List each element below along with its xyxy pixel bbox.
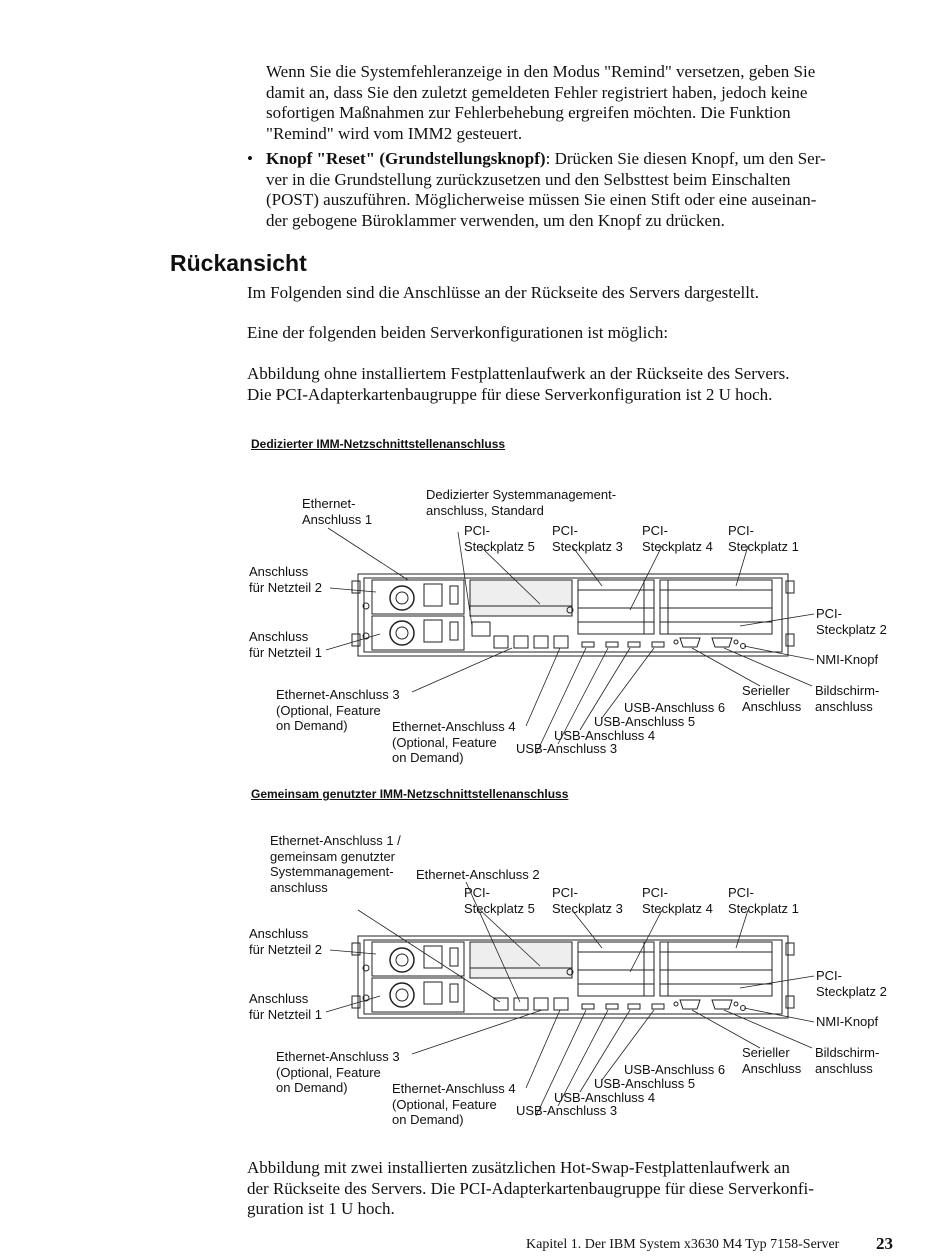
label-ethernet-3: Ethernet-Anschluss 3 (Optional, Feature on Demand) (276, 1049, 400, 1095)
text-line: Abbildung ohne installiertem Festplattenlaufwerk an der Rückseite des Servers. (247, 364, 790, 383)
chassis-outline (358, 574, 788, 656)
label-video-port: Bildschirm- anschluss (815, 683, 880, 714)
paragraph-4 (247, 1158, 814, 1220)
text-line: damit an, dass Sie den zuletzt gemeldeten Fehler registriert haben, jedoch keine (266, 82, 808, 102)
label-pci-slot-2: PCI- Steckplatz 2 (816, 968, 887, 999)
label-usb-6: USB-Anschluss 6 (624, 700, 726, 715)
text-line: Abbildung mit zwei installierten zusätzlichen Hot-Swap-Festplattenlaufwerk an (247, 1158, 790, 1177)
text-line: ver in die Grundstellung zurückzusetzen und den Selbsttest beim Einschalten (266, 169, 791, 189)
intro-paragraph (266, 62, 815, 144)
label-serial-port: Serieller Anschluss (742, 1045, 802, 1076)
label-usb-3: USB-Anschluss 3 (516, 741, 618, 756)
bullet-first-line-text: : Drücken Sie diesen Knopf, um den Ser- (545, 149, 826, 168)
label-ethernet-1: Ethernet- Anschluss 1 (302, 496, 373, 527)
pci-slot-5 (470, 942, 572, 978)
paragraph-1: Im Folgenden sind die Anschlüsse an der Rückseite des Servers dargestellt. (247, 283, 759, 302)
bullet-reset-button (266, 149, 826, 231)
figure-1-title: Dedizierter IMM-Netzschnittstellenanschluss (251, 437, 506, 451)
label-pci-slot-4: PCI- Steckplatz 4 (642, 523, 713, 554)
label-pci-slot-5: PCI- Steckplatz 5 (464, 523, 535, 554)
label-mgmt-port: Dedizierter Systemmanagement- anschluss, Standard (426, 487, 617, 518)
label-serial-port: Serieller Anschluss (742, 683, 802, 714)
label-ethernet-1-shared: Ethernet-Anschluss 1 / gemeinsam genutzter Systemmanagement- anschluss (270, 833, 401, 895)
page-number: 23 (876, 1234, 893, 1253)
figure-2-server-rear-diagram (240, 833, 920, 1148)
text-line: Wenn Sie die Systemfehleranzeige in den Modus "Remind" versetzen, geben Sie (266, 62, 816, 81)
label-ethernet-2: Ethernet-Anschluss 2 (416, 867, 540, 882)
text-line: "Remind" wird vom IMM2 gesteuert. (266, 123, 523, 143)
label-nmi-button: NMI-Knopf (816, 1014, 879, 1029)
label-psu-2: Anschluss für Netzteil 2 (249, 926, 322, 957)
label-psu-1: Anschluss für Netzteil 1 (249, 991, 322, 1022)
label-psu-2: Anschluss für Netzteil 2 (249, 564, 322, 595)
text-line: guration ist 1 U hoch. (247, 1199, 395, 1218)
figure-1-server-rear-diagram (240, 486, 920, 786)
label-pci-slot-3: PCI- Steckplatz 3 (552, 885, 623, 916)
text-line: der Rückseite des Servers. Die PCI-Adapterkartenbaugruppe für diese Serverkonfi- (247, 1178, 814, 1198)
label-usb-6: USB-Anschluss 6 (624, 1062, 726, 1077)
label-pci-slot-3: PCI- Steckplatz 3 (552, 523, 623, 554)
label-usb-5: USB-Anschluss 5 (594, 1076, 696, 1091)
label-usb-3: USB-Anschluss 3 (516, 1103, 618, 1118)
bullet-first-line (266, 149, 826, 170)
text-line: (POST) auszuführen. Möglicherweise müssen Sie einen Stift oder eine auseinan- (266, 190, 817, 209)
label-usb-4: USB-Anschluss 4 (554, 1090, 656, 1105)
label-pci-slot-1: PCI- Steckplatz 1 (728, 885, 799, 916)
label-pci-slot-4: PCI- Steckplatz 4 (642, 885, 713, 916)
label-psu-1: Anschluss für Netzteil 1 (249, 629, 322, 660)
label-ethernet-3: Ethernet-Anschluss 3 (Optional, Feature on Demand) (276, 687, 400, 733)
label-pci-slot-1: PCI- Steckplatz 1 (728, 523, 799, 554)
label-usb-5: USB-Anschluss 5 (594, 714, 696, 729)
label-video-port: Bildschirm- anschluss (815, 1045, 880, 1076)
text-line: der gebogene Büroklammer verwenden, um den Knopf zu drücken. (266, 210, 725, 230)
label-nmi-button: NMI-Knopf (816, 652, 879, 667)
footer-chapter: Kapitel 1. Der IBM System x3630 M4 Typ 7158-Server (526, 1237, 840, 1252)
label-pci-slot-2: PCI- Steckplatz 2 (816, 606, 887, 637)
paragraph-2: Eine der folgenden beiden Serverkonfigurationen ist möglich: (247, 323, 669, 342)
label-ethernet-4: Ethernet-Anschluss 4 (Optional, Feature on Demand) (392, 1081, 516, 1127)
chassis-outline (358, 936, 788, 1018)
label-ethernet-4: Ethernet-Anschluss 4 (Optional, Feature on Demand) (392, 719, 516, 765)
section-heading: Rückansicht (170, 250, 307, 276)
bullet-term: Knopf "Reset" (Grundstellungsknopf) (266, 149, 546, 168)
label-pci-slot-5: PCI- Steckplatz 5 (464, 885, 535, 916)
text-line: Die PCI-Adapterkartenbaugruppe für diese Serverkonfiguration ist 2 U hoch. (247, 384, 773, 404)
figure-2-title: Gemeinsam genutzter IMM-Netzschnittstellenanschluss (251, 787, 569, 801)
text-line: sofortigen Maßnahmen zur Fehlerbehebung ergreifen möchten. Die Funktion (266, 103, 791, 122)
bullet-dot: • (247, 149, 253, 168)
paragraph-3 (247, 364, 789, 405)
label-usb-4: USB-Anschluss 4 (554, 728, 656, 743)
